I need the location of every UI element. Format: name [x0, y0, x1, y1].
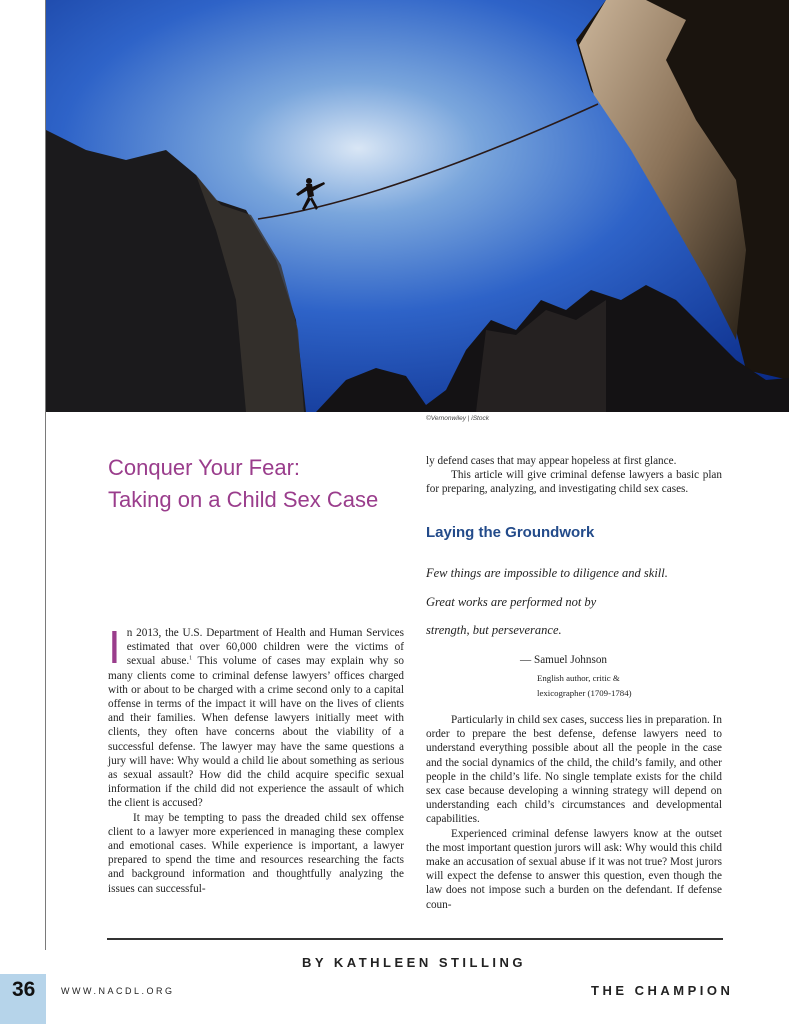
- left-p1-text: n 2013, the U.S. Department of Health and Human Services estimated that over 60,000 children were the victims of sexual abuse.: [126, 627, 404, 668]
- right-paragraph-1: This article will give criminal defense lawyers a basic plan for preparing, analyzing, and investigating child sex cases.: [426, 469, 722, 496]
- section-heading: Laying the Groundwork: [426, 524, 595, 541]
- left-paragraph-2: It may be tempting to pass the dreaded child sex offense client to a lawyer more experienced in managing these complex and emotional cases. While experience is important, a lawyer prepared to spend the time and resources researching the facts and background information and thoughtfully analyzing the issues can successful-: [108, 811, 404, 895]
- drop-cap: I: [108, 621, 121, 673]
- attribution-desc-line-1: English author, critic &: [537, 673, 620, 683]
- title-line-2: Taking on a Child Sex Case: [108, 487, 379, 512]
- attribution-description: [537, 671, 632, 701]
- title-line-1: Conquer Your Fear:: [108, 455, 301, 480]
- quote-line-3: strength, but perseverance.: [426, 623, 562, 637]
- left-column: [108, 621, 404, 896]
- right-column-top: [426, 454, 722, 497]
- article-title: [108, 452, 418, 516]
- left-paragraph-1: [108, 621, 404, 811]
- footer-rule: [107, 938, 723, 940]
- magazine-name: THE CHAMPION: [591, 983, 734, 998]
- tightrope-walker-photo: [46, 0, 789, 412]
- photo-credit: ©Vernonwiley | iStock: [426, 415, 489, 422]
- quote-line-1: Few things are impossible to diligence and skill.: [426, 566, 668, 580]
- right-paragraph-3: Experienced criminal defense lawyers know at the outset the most important question jurors will ask: Why would this child make an accusation of sexual abuse if it was not true? Most jurors will expect the defense to answer this question, even though the law does not impose such a burden on the defendant. If defense coun-: [426, 827, 722, 911]
- right-paragraph-2: Particularly in child sex cases, success lies in preparation. In order to prepare the best defense, defense lawyers need to understand everything possible about all the people in the case and the social dynamics of the child, the child’s family, and other people in the child’s life. No single template exists for the child sex case because developing a winning strategy will depend on understanding each child’s circumstances and developmental capabilities.: [426, 714, 722, 826]
- left-p1-rest: This volume of cases may explain why so many clients come to criminal defense lawyers’ offices charged with or about to be charged with a crime second only to a capital offense in terms of the impact it will have on the lives of clients and their families. When defense lawyers initially meet with clients, they often have concerns about the viability of a successful defense. The lawyer may have the same questions a jury will have: Why would a child lie about something as serious as sexual assault? How did the child acquire specific sexual information if the child did not experience the assault of which the client is accused?: [108, 655, 404, 810]
- attribution-desc-line-2: lexicographer (1709-1784): [537, 688, 632, 698]
- website-url: WWW.NACDL.ORG: [61, 986, 175, 996]
- right-column-bottom: [426, 713, 722, 912]
- byline: BY KATHLEEN STILLING: [301, 955, 527, 970]
- footnote-ref-1: 1: [189, 655, 193, 662]
- right-paragraph-0: ly defend cases that may appear hopeless at first glance.: [426, 455, 677, 467]
- page-number: 36: [12, 978, 36, 1001]
- quote-line-2: Great works are performed not by: [426, 594, 597, 609]
- epigraph-quote: [426, 565, 722, 651]
- quote-attribution: — Samuel Johnson: [520, 654, 608, 666]
